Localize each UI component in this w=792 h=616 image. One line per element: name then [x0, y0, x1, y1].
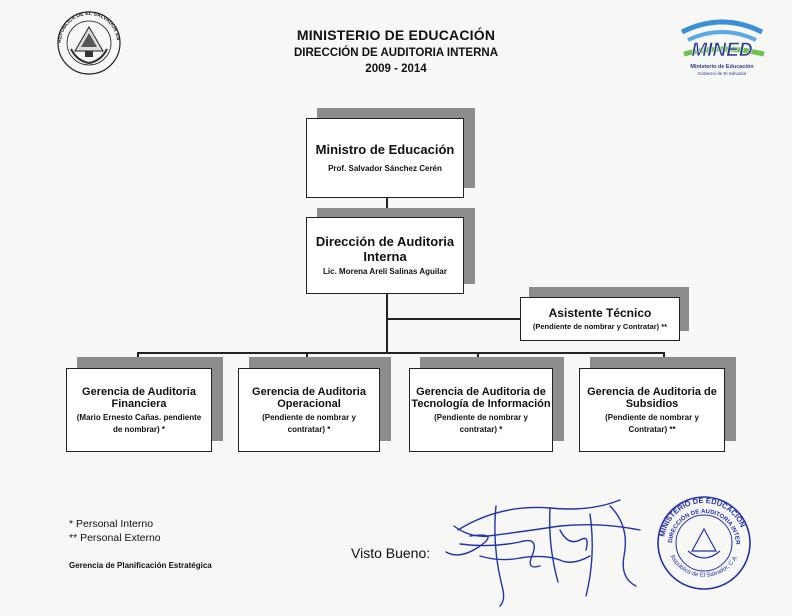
- ministro-title: Ministro de Educación: [315, 141, 455, 157]
- gerencia-title-2: Financiera: [111, 398, 167, 411]
- box-asistente: [520, 297, 680, 341]
- gerencia-title-1: Gerencia de Auditoria: [252, 385, 366, 398]
- footer-gerencia: Gerencia de Planificación Estratégica: [69, 561, 212, 570]
- box-ministro: [306, 118, 464, 198]
- gerencia-note-2: contratar) *: [459, 424, 503, 434]
- visto-bueno-label: Visto Bueno:: [351, 545, 431, 561]
- gerencia-note-2: contratar) *: [287, 424, 331, 434]
- box-gerencia-financiera: [66, 368, 212, 452]
- legend-external: ** Personal Externo: [69, 532, 161, 544]
- direccion-title-1: Dirección de Auditoria: [315, 233, 455, 249]
- connector-dir-down: [386, 293, 388, 353]
- signature-icon: [440, 486, 670, 611]
- direccion-title-2: Interna: [363, 248, 407, 264]
- mined-logo-line1: Ministerio de Educación: [690, 64, 754, 70]
- mined-logo-icon: [676, 10, 768, 90]
- official-stamp: [650, 493, 758, 593]
- gerencia-note-1: (Pendiente de nombrar y: [605, 413, 699, 423]
- stamp-icon: [650, 493, 758, 593]
- mined-logo-name: MINED: [691, 40, 753, 61]
- connector-horizontal: [137, 352, 663, 354]
- gerencia-title-2: Operacional: [277, 398, 341, 411]
- gerencia-title-1: Gerencia de Auditoria de: [416, 385, 546, 398]
- ministro-name: Prof. Salvador Sánchez Cerén: [328, 163, 442, 173]
- gerencia-title-1: Gerencia de Auditoria de: [587, 385, 717, 398]
- connector-asistente: [386, 318, 520, 320]
- legend-internal: * Personal Interno: [69, 518, 154, 530]
- mined-logo-line2: Gobierno de El Salvador: [697, 71, 747, 76]
- box-gerencia-subsidios: [579, 368, 725, 452]
- box-gerencia-operacional: [238, 368, 380, 452]
- signature: [440, 486, 670, 611]
- asistente-title: Asistente Técnico: [548, 305, 652, 320]
- gerencia-title-1: Gerencia de Auditoria: [82, 385, 196, 398]
- page-subtitle: DIRECCIÓN DE AUDITORIA INTERNA: [293, 47, 499, 59]
- gerencia-title-2: Tecnología de Información: [411, 398, 551, 411]
- box-gerencia-tecnologia: [409, 368, 553, 452]
- mined-logo: [676, 10, 768, 90]
- stamp-lettering-inner: DIRECCIÓN DE AUDITORIA INTER: [668, 508, 741, 545]
- page-years: 2009 - 2014: [365, 63, 427, 75]
- asistente-note: (Pendiente de nombrar y Contratar) **: [532, 322, 668, 332]
- gerencia-note-2: Contratar) **: [628, 424, 676, 434]
- gerencia-note-1: (Pendiente de nombrar y: [434, 413, 528, 423]
- stamp-lettering-bottom: República de El Salvador, C.A.: [668, 554, 740, 579]
- direccion-name: Lic. Morena Areli Salinas Aguilar: [323, 266, 447, 276]
- gerencia-title-2: Subsidios: [625, 398, 679, 411]
- seal-lettering: REPUBLICA DE EL SALVADOR EN: [56, 10, 121, 44]
- stamp-lettering-top: MINISTERIO DE EDUCACIÓN: [657, 495, 748, 538]
- page-title: MINISTERIO DE EDUCACIÓN: [296, 27, 496, 43]
- gerencia-note-1: (Mario Ernesto Cañas. pendiente: [76, 413, 202, 423]
- box-direccion: [306, 217, 464, 294]
- gerencia-note-2: de nombrar) *: [112, 424, 165, 434]
- gerencia-note-1: (Pendiente de nombrar y: [262, 413, 356, 423]
